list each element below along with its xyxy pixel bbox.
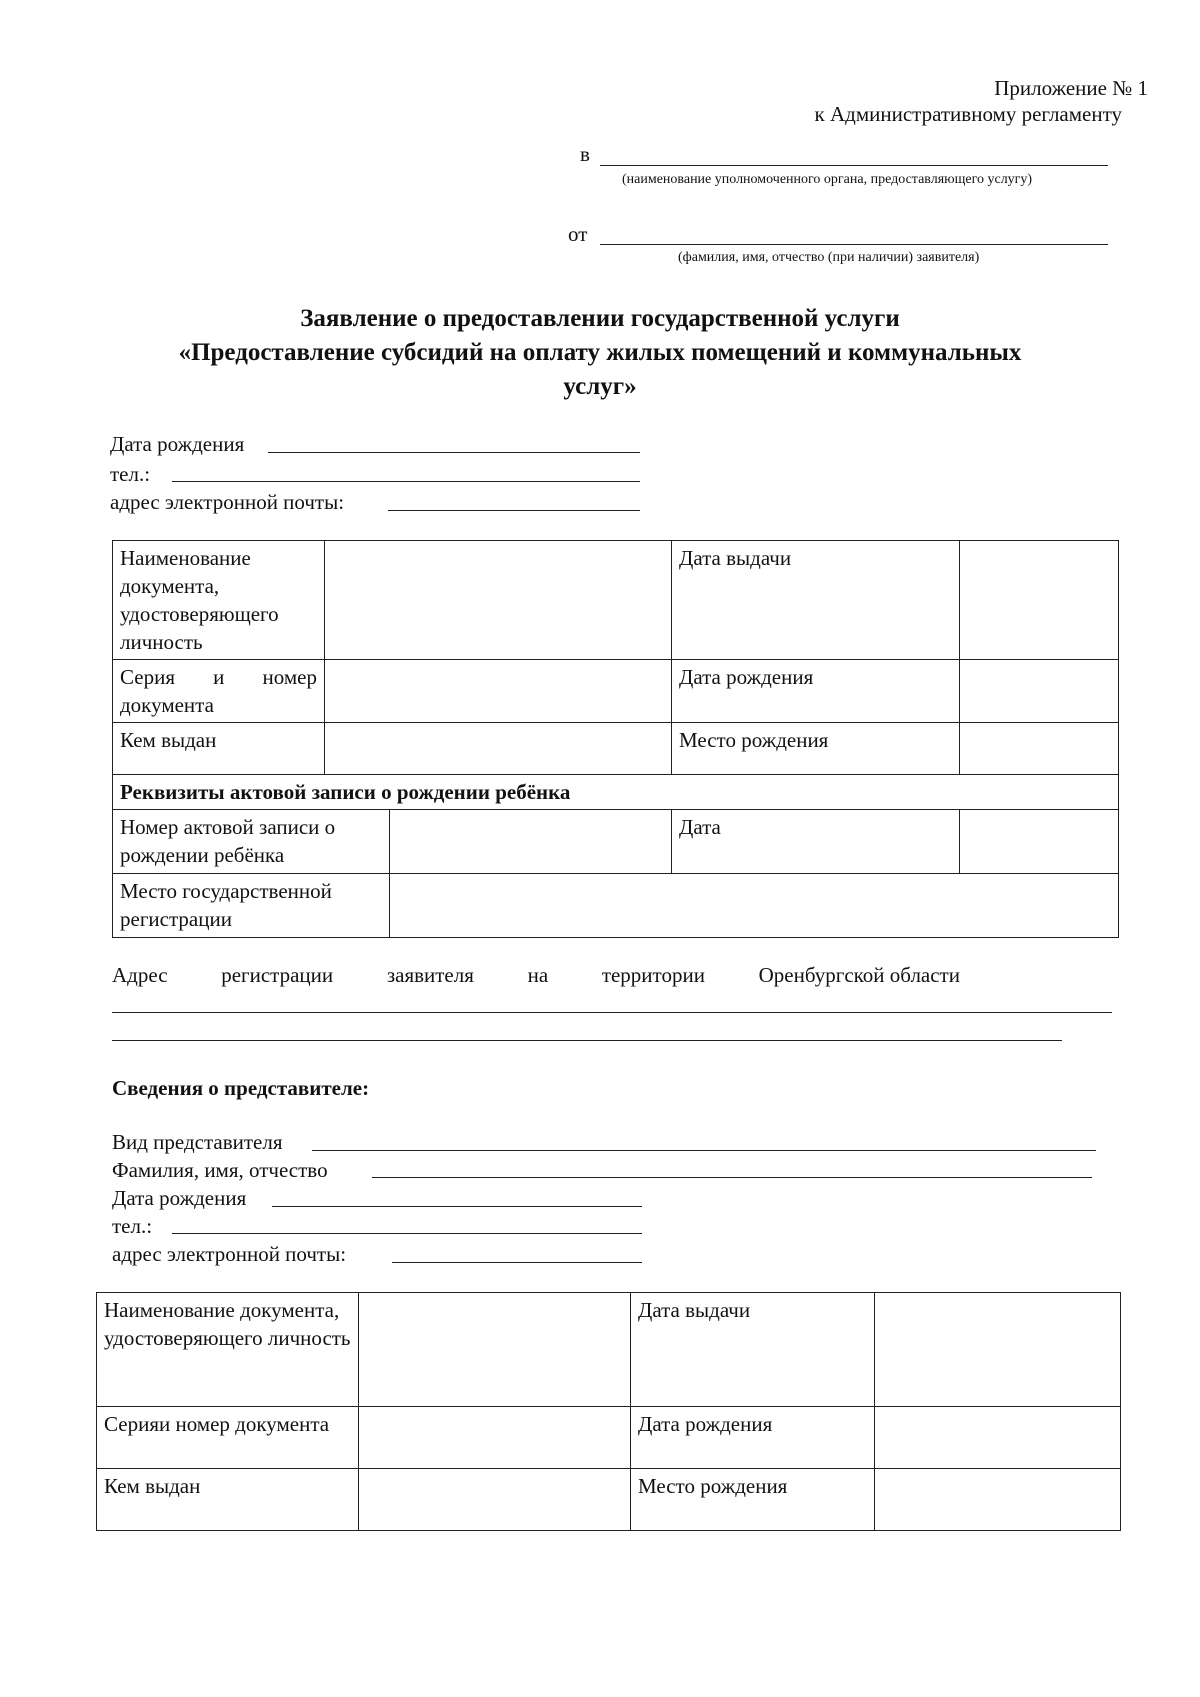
from-field-line[interactable]	[600, 244, 1108, 245]
rep-doc-name-label: Наименование документа, удостоверяющего личность	[97, 1293, 359, 1407]
rep-birth-place-label: Место рождения	[631, 1469, 875, 1531]
address-word-2: регистрации	[221, 963, 334, 987]
act-record-header: Реквизиты актовой записи о рождении ребёнка	[113, 775, 1119, 810]
applicant-document-table	[112, 540, 1119, 938]
address-word-4: на	[527, 963, 549, 987]
rep-birth-date-line[interactable]	[272, 1206, 642, 1207]
rep-email-label: адрес электронной почты:	[112, 1242, 347, 1266]
applicant-email-label: адрес электронной почты:	[110, 490, 345, 514]
rep-issue-date-label: Дата выдачи	[631, 1293, 875, 1407]
to-field-line[interactable]	[600, 165, 1108, 166]
applicant-birth-date-line[interactable]	[268, 452, 640, 453]
address-word-6: Оренбургской области	[758, 963, 960, 987]
series-word-3: номер	[262, 665, 317, 689]
applicant-phone-label: тел.:	[110, 462, 151, 486]
to-field-caption: (наименование уполномоченного органа, предоставляющего услугу)	[622, 172, 1033, 187]
rep-name-label: Фамилия, имя, отчество	[112, 1158, 328, 1182]
doc-name-label: Наименование документа, удостоверяющего личность	[113, 541, 325, 660]
title-line-1: Заявление о предоставлении государственной услуги	[300, 305, 900, 332]
rep-phone-label: тел.:	[112, 1214, 153, 1238]
address-label	[112, 963, 960, 988]
rep-issue-date-field[interactable]	[875, 1293, 1121, 1407]
title-line-2: «Предоставление субсидий на оплату жилых помещений и коммунальных	[178, 339, 1022, 366]
address-line-1[interactable]	[112, 1012, 1112, 1013]
birth-date-label: Дата рождения	[672, 660, 960, 723]
rep-issued-by-label: Кем выдан	[97, 1469, 359, 1531]
rep-birth-date-label: Дата рождения	[112, 1186, 247, 1210]
issue-date-field[interactable]	[960, 541, 1119, 660]
rep-birth-date-label-cell: Дата рождения	[631, 1407, 875, 1469]
act-number-field[interactable]	[390, 810, 672, 874]
address-line-2[interactable]	[112, 1040, 1062, 1041]
address-word-5: территории	[601, 963, 705, 987]
rep-issued-by-field[interactable]	[359, 1469, 631, 1531]
act-date-field[interactable]	[960, 810, 1119, 874]
rep-series-label: Серияи номер документа	[97, 1407, 359, 1469]
applicant-phone-line[interactable]	[172, 481, 640, 482]
series-number-label	[113, 660, 325, 723]
registration-place-label: Место государственной регистрации	[113, 874, 390, 938]
rep-birth-place-field[interactable]	[875, 1469, 1121, 1531]
address-word-3: заявителя	[386, 963, 474, 987]
from-prefix: от	[568, 222, 588, 246]
birth-place-field[interactable]	[960, 723, 1119, 775]
issued-by-field[interactable]	[325, 723, 672, 775]
series-word-1: Серия	[120, 665, 175, 689]
representative-document-table	[96, 1292, 1121, 1531]
issue-date-label: Дата выдачи	[672, 541, 960, 660]
act-number-label: Номер актовой записи о рождении ребёнка	[113, 810, 390, 874]
appendix-label: Приложение № 1	[994, 76, 1148, 100]
rep-birth-date-field[interactable]	[875, 1407, 1121, 1469]
doc-name-field[interactable]	[325, 541, 672, 660]
rep-series-field[interactable]	[359, 1407, 631, 1469]
series-line-2: документа	[120, 693, 214, 717]
birth-date-field[interactable]	[960, 660, 1119, 723]
from-field-caption: (фамилия, имя, отчество (при наличии) заявителя)	[678, 250, 980, 265]
title-line-3: услуг»	[563, 373, 637, 400]
regulation-label: к Административному регламенту	[814, 102, 1122, 126]
registration-place-field[interactable]	[390, 874, 1119, 938]
act-date-label: Дата	[672, 810, 960, 874]
address-word-1: Адрес	[112, 963, 168, 987]
rep-email-line[interactable]	[392, 1262, 642, 1263]
document-title	[100, 302, 1100, 404]
issued-by-label: Кем выдан	[113, 723, 325, 775]
series-word-2: и	[213, 665, 225, 689]
rep-type-line[interactable]	[312, 1150, 1096, 1151]
series-number-field[interactable]	[325, 660, 672, 723]
birth-place-label: Место рождения	[672, 723, 960, 775]
representative-heading: Сведения о представителе:	[112, 1076, 370, 1100]
rep-phone-line[interactable]	[172, 1233, 642, 1234]
applicant-email-line[interactable]	[388, 510, 640, 511]
applicant-birth-date-label: Дата рождения	[110, 432, 245, 456]
rep-name-line[interactable]	[372, 1177, 1092, 1178]
to-prefix: в	[580, 142, 590, 166]
rep-doc-name-field[interactable]	[359, 1293, 631, 1407]
rep-type-label: Вид представителя	[112, 1130, 283, 1154]
